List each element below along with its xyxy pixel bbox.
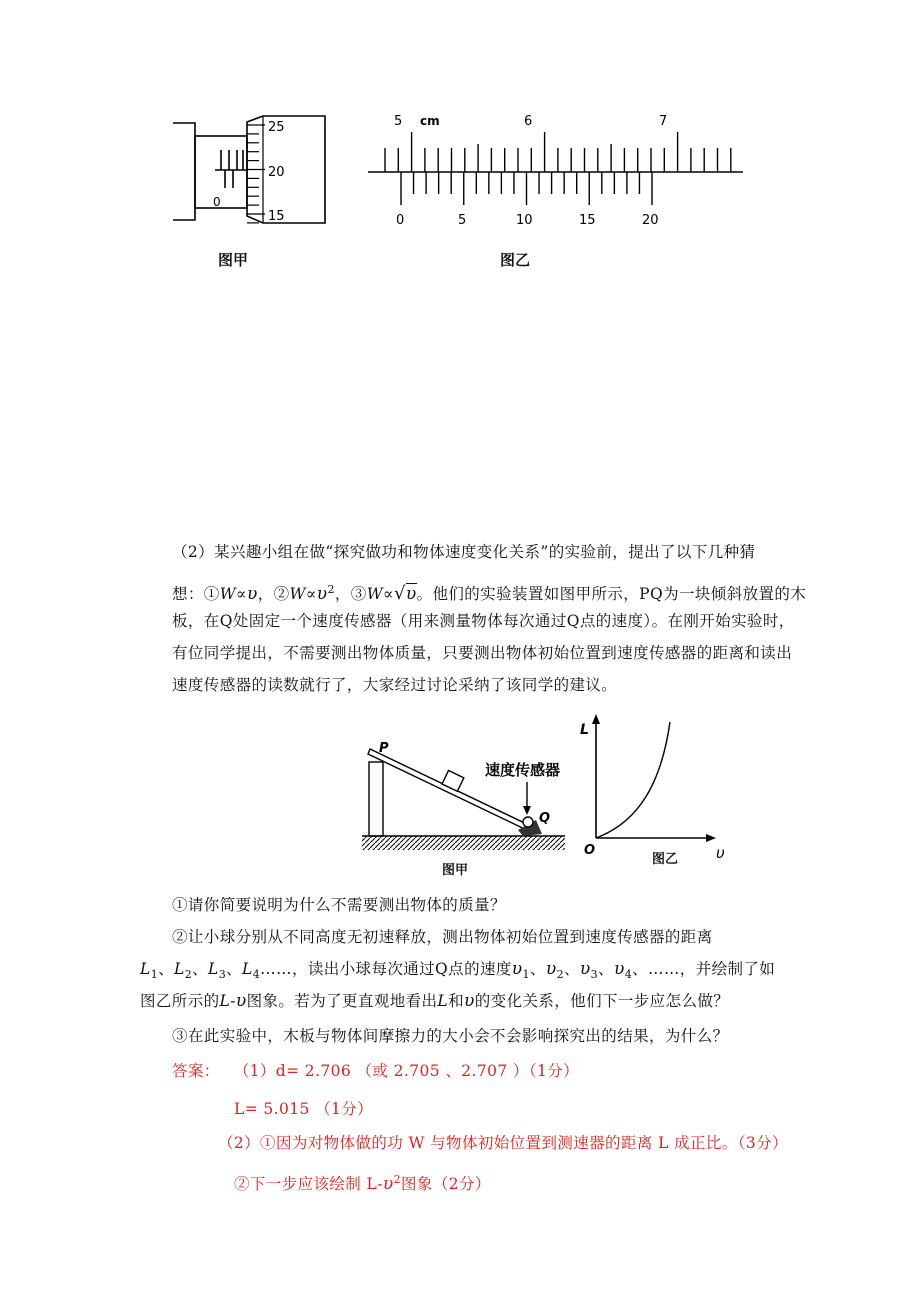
graph-origin-label: O <box>584 843 596 858</box>
micrometer-caption: 图甲 <box>218 251 249 269</box>
intro-line-2: 想：①W∝υ，$②W\propto\upsilon^2$，③W∝√υ。他们的实验装置如图甲所示，PQ为一块倾斜放置的木 <box>172 583 807 605</box>
answer-line-3: （2）①因为对物体做的功 W 与物体初始位置到测速器的距离 L 成正比。（3分） <box>218 1134 788 1152</box>
intro-line-1: （2）某兴趣小组在做“探究做功和物体速度变化关系”的实验前，提出了以下几种猜 <box>172 543 756 561</box>
answer-label: 答案： <box>172 1062 220 1080</box>
subquestion-2-line-3: 图乙所示的L-υ图象。若为了更直观地看出L和υ的变化关系，他们下一步应怎么做？ <box>140 991 730 1011</box>
vernier-tick-10: 10 <box>516 213 533 228</box>
graph-caption: 图乙 <box>652 852 679 867</box>
caliper-unit: cm <box>420 114 440 128</box>
caliper-figure <box>368 110 748 230</box>
answer-line-2: L= 5.015 （1分） <box>234 1100 374 1118</box>
point-q-label: Q <box>539 811 551 826</box>
caliper-caption: 图乙 <box>500 251 531 269</box>
vernier-tick-20: 20 <box>642 213 659 228</box>
answer-line-1: 答案： （1）d= 2.706 （或 2.705 、2.707 ）（1分） <box>172 1062 580 1080</box>
incline-caption: 图甲 <box>442 863 469 878</box>
vernier-tick-15: 15 <box>579 213 596 228</box>
thimble-tick-15: 15 <box>268 209 285 224</box>
vernier-tick-0: 0 <box>396 213 405 228</box>
main-tick-5: 5 <box>394 114 403 129</box>
main-tick-7: 7 <box>659 114 668 129</box>
subquestion-1: ①请你简要说明为什么不需要测出物体的质量？ <box>172 896 506 914</box>
graph-x-label: υ <box>716 844 725 862</box>
main-tick-6: 6 <box>524 114 533 129</box>
sensor-label: 速度传感器 <box>485 761 561 779</box>
thimble-tick-25: 25 <box>268 120 285 135</box>
answer-line-4: ②下一步应该绘制 $L-\upsilon^2$图象（2分） <box>234 1173 491 1195</box>
point-p-label: P <box>379 741 389 756</box>
vernier-tick-5: 5 <box>458 213 467 228</box>
intro-line-4: 有位同学提出，不需要测出物体质量，只要测出物体初始位置到速度传感器的距离和读出 <box>172 644 793 662</box>
subquestion-3: ③在此实验中，木板与物体间摩擦力的大小会不会影响探究出的结果，为什么？ <box>172 1027 729 1045</box>
thimble-tick-20: 20 <box>268 165 285 180</box>
subquestion-2-line-2: $L_1$、$L_2$、$L_3$、$L_4\dots\dots$，读出小球每次通过Q点的速度$\upsilon_1$、$\upsilon_2$、$\upsilon_3$、$\upsilon_4$、……，并绘制了如 <box>140 959 776 982</box>
graph-y-label: L <box>580 722 589 738</box>
intro-line-5: 速度传感器的读数就行了，大家经过讨论采纳了该同学的建议。 <box>172 676 618 694</box>
intro-line-3: 板，在Q处固定一个速度传感器（用来测量物体每次通过Q点的速度）。在刚开始实验时， <box>172 612 795 630</box>
micrometer-zero-label: 0 <box>213 195 221 209</box>
micrometer-figure <box>165 108 335 233</box>
subquestion-2-line-1: ②让小球分别从不同高度无初速释放，测出物体初始位置到速度传感器的距离 <box>172 928 713 946</box>
incline-figure <box>360 738 570 878</box>
